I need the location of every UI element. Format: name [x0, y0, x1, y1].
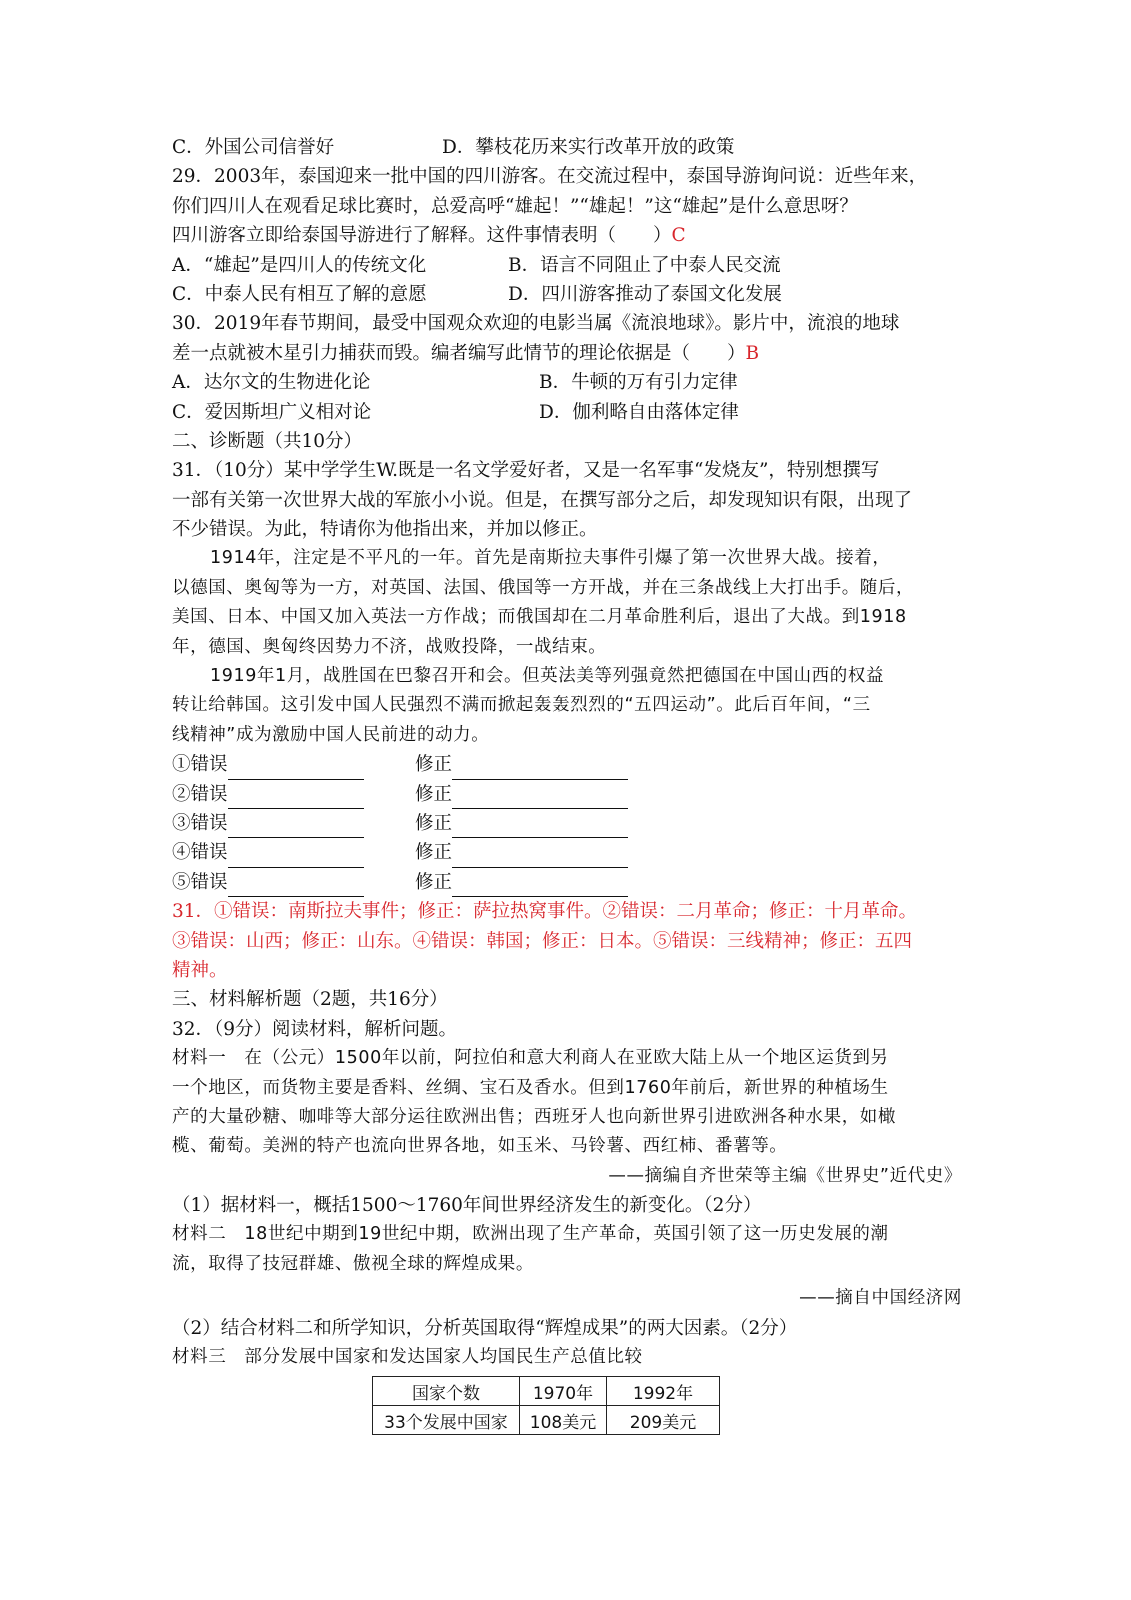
q32-material2-line2: 流，取得了技冠群雄、傲视全球的辉煌成果。 — [172, 1253, 534, 1274]
q31-blank-row-3 — [172, 809, 962, 838]
q29-stem-text: 四川游客立即给泰国导游进行了解释。这件事情表明（ ） — [172, 225, 672, 247]
q28-option-c: C．外国公司信誉好 — [172, 137, 335, 158]
q29-answer: C — [671, 225, 686, 247]
q31-answer-line2: ③错误：山西；修正：山东。④错误：韩国；修正：日本。⑤错误：三线精神；修正：五四 — [172, 930, 913, 952]
q29-options-ab — [172, 251, 962, 280]
fix-blank[interactable] — [452, 757, 628, 780]
q30-stem-line1: 30．2019年春节期间，最受中国观众欢迎的电影当属《流浪地球》。影片中，流浪的地球 — [172, 313, 900, 335]
error-label: ③错误 — [172, 812, 228, 834]
fix-label: 修正 — [415, 842, 453, 864]
table-cell: 209美元 — [607, 1406, 720, 1435]
error-label: ②错误 — [172, 783, 228, 805]
q31-answer-line3: 精神。 — [172, 959, 228, 981]
q30-options-ab — [172, 368, 962, 397]
error-blank[interactable] — [228, 757, 364, 780]
q31-passage1-line3: 美国、日本、中国又加入英法一方作战；而俄国却在二月革命胜利后，退出了大战。到1918 — [172, 607, 907, 628]
error-label: ④错误 — [172, 842, 228, 864]
q32-material1-source: ——摘编自齐世荣等主编《世界史”近代史》 — [608, 1165, 962, 1186]
q31-passage2-line3: 线精神”成为激励中国人民前进的动力。 — [172, 724, 490, 745]
table-row — [373, 1406, 720, 1435]
q29-stem-line2: 你们四川人在观看足球比赛时，总爱高呼“雄起！”“雄起！”这“雄起”是什么意思呀？ — [172, 195, 858, 217]
q31-stem-line3: 不少错误。为此，特请你为他指出来，并加以修正。 — [172, 519, 598, 541]
q32-subquestion1: （1）据材料一，概括1500～1760年间世界经济发生的新变化。（2分） — [172, 1195, 762, 1217]
q30-stem-line2 — [172, 339, 962, 368]
fix-label: 修正 — [415, 754, 453, 776]
q31-stem-line2: 一部有关第一次世界大战的军旅小小说。但是，在撰写部分之后，却发现知识有限，出现了 — [172, 489, 913, 511]
q30-answer: B — [745, 342, 760, 364]
q31-passage2-line1: 1919年1月，战胜国在巴黎召开和会。但英法美等列强竟然把德国在中国山西的权益 — [210, 666, 885, 687]
q29-stem-line3 — [172, 221, 962, 250]
q30-option-b: B．牛顿的万有引力定律 — [539, 372, 738, 394]
q32-material1-line4: 榄、葡萄。美洲的特产也流向世界各地，如玉米、马铃薯、西红柿、番薯等。 — [172, 1136, 788, 1157]
exam-page — [172, 133, 962, 1435]
fix-label: 修正 — [415, 812, 453, 834]
table-header-row — [373, 1377, 720, 1406]
q30-options-cd — [172, 398, 962, 427]
error-blank[interactable] — [228, 874, 364, 897]
q32-material3-caption: 材料三 部分发展中国家和发达国家人均国民生产总值比较 — [172, 1347, 643, 1368]
table-header-cell: 1992年 — [607, 1377, 720, 1406]
fix-blank[interactable] — [452, 786, 628, 809]
q28-options-cd — [172, 133, 962, 162]
q30-stem-text: 差一点就被木星引力捕获而毁。编者编写此情节的理论依据是（ ） — [172, 342, 746, 364]
q32-material1-line2: 一个地区，而货物主要是香料、丝绸、宝石及香水。但到1760年前后，新世界的种植场生 — [172, 1077, 889, 1098]
q30-option-c: C．爱因斯坦广义相对论 — [172, 401, 372, 423]
table-header-cell: 1970年 — [520, 1377, 607, 1406]
fix-blank[interactable] — [452, 845, 628, 868]
q31-blank-row-5 — [172, 868, 962, 897]
fix-label: 修正 — [415, 783, 453, 805]
q32-material1-line3: 产的大量砂糖、咖啡等大部分运往欧洲出售；西班牙人也向新世界引进欧洲各种水果，如橄 — [172, 1106, 896, 1127]
fix-label: 修正 — [415, 871, 453, 893]
error-blank[interactable] — [228, 815, 364, 838]
q31-answer-line1: 31．①错误：南斯拉夫事件；修正：萨拉热窝事件。②错误：二月革命；修正：十月革命。 — [172, 901, 918, 923]
q31-passage1-line4: 年，德国、奥匈终因势力不济，战败投降，一战结束。 — [172, 636, 607, 657]
q31-blank-row-1 — [172, 750, 962, 779]
table-header-cell: 国家个数 — [373, 1377, 520, 1406]
fix-blank[interactable] — [452, 815, 628, 838]
q32-material1-line1: 材料一 在（公元）1500年以前，阿拉伯和意大利商人在亚欧大陆上从一个地区运货到另 — [172, 1048, 889, 1069]
q32-material2-line1: 材料二 18世纪中期到19世纪中期，欧洲出现了生产革命，英国引领了这一历史发展的潮 — [172, 1224, 889, 1245]
table-cell: 33个发展中国家 — [373, 1406, 520, 1435]
q30-option-a: A．达尔文的生物进化论 — [172, 372, 371, 394]
q31-passage2-line2: 转让给韩国。这引发中国人民强烈不满而掀起轰轰烈烈的“五四运动”。此后百年间，“三 — [172, 695, 871, 716]
q29-option-a: A．“雄起”是四川人的传统文化 — [172, 254, 427, 276]
section2-heading: 二、诊断题（共10分） — [172, 430, 363, 452]
q30-option-d: D．伽利略自由落体定律 — [539, 401, 739, 423]
q31-stem-line1: 31．（10分）某中学学生W.既是一名文学爱好者，又是一名军事“发烧友”，特别想撰写 — [172, 460, 880, 482]
q29-option-b: B．语言不同阻止了中泰人民交流 — [508, 254, 781, 276]
q29-options-cd — [172, 280, 962, 309]
q32-subquestion2: （2）结合材料二和所学知识，分析英国取得“辉煌成果”的两大因素。（2分） — [172, 1317, 798, 1339]
section3-heading: 三、材料解析题（2题，共16分） — [172, 989, 448, 1011]
q31-passage1-line2: 以德国、奥匈等为一方，对英国、法国、俄国等一方开战，并在三条战线上大打出手。随后， — [172, 577, 915, 598]
q29-option-c: C．中泰人民有相互了解的意愿 — [172, 283, 427, 305]
gdp-comparison-table — [372, 1376, 720, 1435]
q31-blank-row-2 — [172, 780, 962, 809]
error-label: ①错误 — [172, 754, 228, 776]
q31-blank-row-4 — [172, 838, 962, 867]
error-blank[interactable] — [228, 786, 364, 809]
table-cell: 108美元 — [520, 1406, 607, 1435]
error-blank[interactable] — [228, 845, 364, 868]
q32-intro: 32．（9分）阅读材料，解析问题。 — [172, 1018, 458, 1040]
q29-stem-line1: 29．2003年，泰国迎来一批中国的四川游客。在交流过程中，泰国导游询问说：近些年来， — [172, 166, 928, 188]
q28-option-d: D．攀枝花历来实行改革开放的政策 — [442, 137, 735, 158]
q29-option-d: D．四川游客推动了泰国文化发展 — [508, 283, 782, 305]
fix-blank[interactable] — [452, 874, 628, 897]
error-label: ⑤错误 — [172, 871, 228, 893]
q32-material2-source: ——摘自中国经济网 — [799, 1288, 962, 1309]
q31-passage1-line1: 1914年，注定是不平凡的一年。首先是南斯拉夫事件引爆了第一次世界大战。接着， — [210, 548, 891, 569]
